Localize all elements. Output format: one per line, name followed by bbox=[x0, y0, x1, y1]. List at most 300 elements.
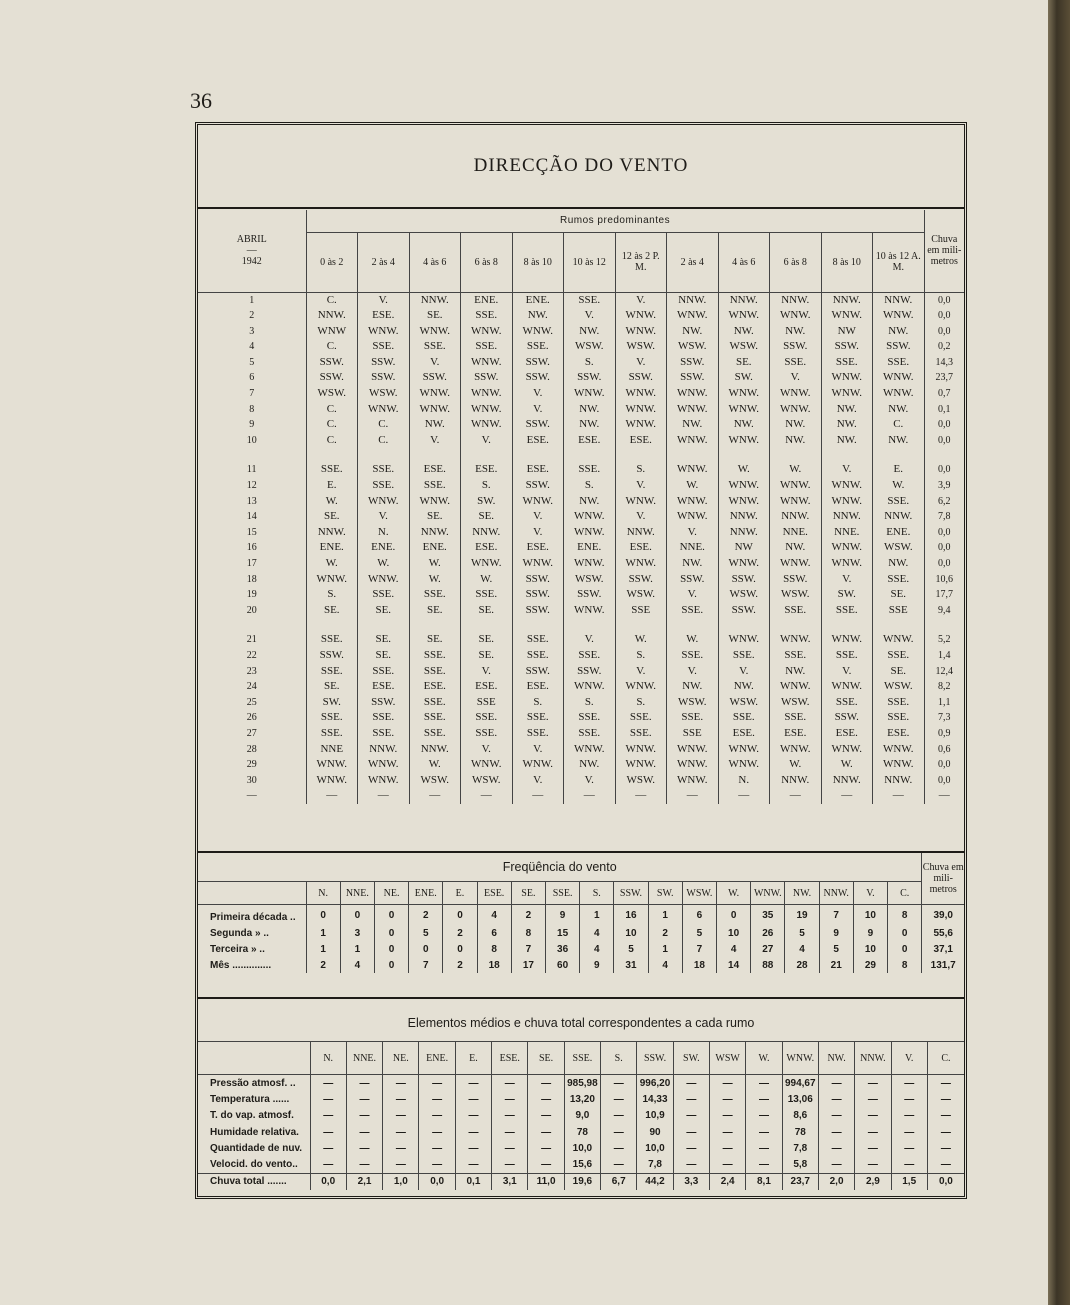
rain-cell: 1,1 bbox=[924, 695, 964, 711]
table-row bbox=[198, 941, 964, 957]
day-cell: 25 bbox=[246, 696, 257, 708]
direction-cell: WNW. bbox=[821, 308, 873, 324]
spacer-cell bbox=[873, 618, 925, 632]
direction-cell: WNW. bbox=[615, 324, 667, 340]
frequency-cell: 7 bbox=[819, 905, 853, 926]
direction-cell: SSE. bbox=[564, 710, 616, 726]
direction-cell: WNW. bbox=[667, 402, 719, 418]
hour-header: 10 às 12 bbox=[564, 232, 616, 292]
direction-cell: WNW. bbox=[564, 556, 616, 572]
direction-cell: ESE. bbox=[564, 433, 616, 449]
direction-cell: WSW. bbox=[615, 773, 667, 789]
hour-header: 12 às 2 P. M. bbox=[615, 232, 667, 292]
elements-cell: 78 bbox=[782, 1124, 818, 1140]
direction-cell: SSE. bbox=[512, 632, 564, 648]
direction-cell: WNW. bbox=[564, 386, 616, 402]
direction-cell: SE. bbox=[358, 603, 410, 619]
elements-cell: 0,0 bbox=[310, 1173, 346, 1190]
direction-cell: WSW. bbox=[306, 386, 358, 402]
elements-cell: 8,1 bbox=[746, 1173, 782, 1190]
direction-cell: SSW. bbox=[358, 695, 410, 711]
table-row bbox=[198, 308, 964, 324]
frequency-cell: 0 bbox=[443, 941, 477, 957]
direction-cell: W. bbox=[306, 494, 358, 510]
rain-cell: 3,9 bbox=[924, 478, 964, 494]
elements-cell: — bbox=[492, 1091, 528, 1107]
frequency-cell: 0 bbox=[888, 925, 922, 941]
rain-cell: 6,2 bbox=[924, 494, 964, 510]
elements-table bbox=[198, 1005, 964, 1190]
direction-cell: C. bbox=[306, 433, 358, 449]
direction-cell: SSE. bbox=[512, 710, 564, 726]
direction-cell: V. bbox=[615, 478, 667, 494]
day-cell: 2 bbox=[249, 310, 255, 322]
table-row bbox=[198, 355, 964, 371]
direction-cell: V. bbox=[821, 462, 873, 478]
elements-cell: — bbox=[855, 1075, 891, 1092]
direction-cell: W. bbox=[667, 478, 719, 494]
direction-cell: SSW. bbox=[512, 478, 564, 494]
elements-cell: — bbox=[709, 1124, 745, 1140]
frequency-cell: 6 bbox=[682, 905, 716, 926]
elements-cell: — bbox=[746, 1124, 782, 1140]
elements-cell: — bbox=[383, 1124, 419, 1140]
elements-cell: — bbox=[673, 1075, 709, 1092]
direction-cell: NW. bbox=[770, 433, 822, 449]
rain-cell: 131,7 bbox=[922, 957, 964, 973]
table-row bbox=[198, 370, 964, 386]
frequency-column-header: S. bbox=[580, 882, 614, 905]
direction-cell: NW. bbox=[873, 402, 925, 418]
direction-cell: WNW. bbox=[615, 742, 667, 758]
elements-cell: 2,1 bbox=[346, 1173, 382, 1190]
dash-cell: — bbox=[564, 788, 616, 804]
year-label: 1942 bbox=[241, 256, 262, 268]
elements-cell: — bbox=[346, 1124, 382, 1140]
direction-cell: SSE. bbox=[770, 355, 822, 371]
frequency-cell: 1 bbox=[580, 905, 614, 926]
direction-cell: ESE. bbox=[409, 462, 461, 478]
rain-cell: 37,1 bbox=[922, 941, 964, 957]
dash-cell: — bbox=[924, 788, 964, 804]
direction-cell: SSE. bbox=[615, 710, 667, 726]
direction-cell: WSW. bbox=[564, 339, 616, 355]
frequency-column-header: N. bbox=[306, 882, 340, 905]
frequency-cell: 7 bbox=[409, 957, 443, 973]
direction-cell: WNW. bbox=[564, 603, 616, 619]
elements-cell: — bbox=[818, 1140, 854, 1156]
direction-cell: WNW. bbox=[873, 386, 925, 402]
direction-cell: WNW. bbox=[770, 386, 822, 402]
row-label: Quantidade de nuv. bbox=[210, 1142, 303, 1154]
frequency-cell: 4 bbox=[477, 905, 511, 926]
table-row bbox=[198, 632, 964, 648]
elements-cell: — bbox=[673, 1124, 709, 1140]
direction-cell: WNW. bbox=[821, 556, 873, 572]
hour-header: 8 às 10 bbox=[512, 232, 564, 292]
frequency-column-header: E. bbox=[443, 882, 477, 905]
elements-cell: — bbox=[601, 1124, 637, 1140]
elements-cell: — bbox=[419, 1108, 455, 1124]
frequency-cell: 5 bbox=[614, 941, 648, 957]
table-row bbox=[198, 386, 964, 402]
direction-cell: V. bbox=[564, 632, 616, 648]
table-row bbox=[198, 478, 964, 494]
direction-cell: WNW. bbox=[615, 417, 667, 433]
direction-cell: NNW. bbox=[770, 773, 822, 789]
direction-cell: SSE. bbox=[873, 710, 925, 726]
direction-cell: WNW. bbox=[667, 494, 719, 510]
elements-cell: — bbox=[455, 1124, 491, 1140]
table-row bbox=[198, 1124, 964, 1140]
direction-cell: WNW. bbox=[358, 757, 410, 773]
elements-title: Elementos médios e chuva total correspondentes a cada rumo bbox=[198, 1005, 964, 1042]
rain-cell: 55,6 bbox=[922, 925, 964, 941]
direction-cell: NW. bbox=[873, 324, 925, 340]
direction-cell: SSE. bbox=[873, 648, 925, 664]
direction-cell: SSE. bbox=[564, 292, 616, 308]
table-row bbox=[198, 587, 964, 603]
direction-cell: SE. bbox=[409, 632, 461, 648]
frequency-column-header: WSW. bbox=[682, 882, 716, 905]
elements-cell: — bbox=[818, 1108, 854, 1124]
frequency-cell: 4 bbox=[785, 941, 819, 957]
frequency-cell: 9 bbox=[580, 957, 614, 973]
elements-cell: — bbox=[528, 1108, 564, 1124]
frequency-cell: 0 bbox=[409, 941, 443, 957]
table-row bbox=[198, 925, 964, 941]
direction-cell: SE. bbox=[358, 648, 410, 664]
direction-cell: V. bbox=[821, 664, 873, 680]
row-label: Velocid. do vento.. bbox=[210, 1159, 298, 1171]
elements-column-header: NNE. bbox=[346, 1042, 382, 1075]
elements-cell: 994,67 bbox=[782, 1075, 818, 1092]
spacer-cell bbox=[512, 618, 564, 632]
direction-cell: ESE. bbox=[461, 540, 513, 556]
direction-cell: SSW. bbox=[512, 603, 564, 619]
hour-header: 4 às 6 bbox=[409, 232, 461, 292]
direction-cell: V. bbox=[615, 509, 667, 525]
direction-cell: SSE. bbox=[615, 726, 667, 742]
direction-cell: V. bbox=[358, 292, 410, 308]
direction-cell: WNW. bbox=[512, 324, 564, 340]
day-cell: 7 bbox=[249, 388, 255, 400]
frequency-cell: 19 bbox=[785, 905, 819, 926]
direction-cell: SE. bbox=[306, 679, 358, 695]
frequency-cell: 0 bbox=[374, 941, 408, 957]
spacer-cell bbox=[409, 448, 461, 462]
direction-cell: WNW. bbox=[615, 308, 667, 324]
table-row bbox=[198, 339, 964, 355]
frequency-cell: 2 bbox=[511, 905, 545, 926]
direction-cell: SSE. bbox=[770, 648, 822, 664]
spacer-cell bbox=[718, 618, 770, 632]
direction-cell: NNW. bbox=[718, 509, 770, 525]
direction-cell: SE. bbox=[718, 355, 770, 371]
dash-cell: — bbox=[873, 788, 925, 804]
elements-cell: 9,0 bbox=[564, 1108, 600, 1124]
direction-cell: NW. bbox=[821, 402, 873, 418]
rain-cell: 0,7 bbox=[924, 386, 964, 402]
direction-cell: SSE. bbox=[461, 587, 513, 603]
direction-cell: NW. bbox=[564, 402, 616, 418]
frequency-column-header: SE. bbox=[511, 882, 545, 905]
day-cell: 5 bbox=[249, 356, 255, 368]
dash-cell: — bbox=[821, 788, 873, 804]
direction-cell: SW. bbox=[718, 370, 770, 386]
elements-cell: — bbox=[927, 1108, 964, 1124]
frequency-cell: 1 bbox=[340, 941, 374, 957]
elements-cell: — bbox=[891, 1091, 927, 1107]
direction-cell: NW. bbox=[770, 324, 822, 340]
frequency-cell: 4 bbox=[648, 957, 682, 973]
elements-column-header: ENE. bbox=[419, 1042, 455, 1075]
direction-cell: WSW. bbox=[667, 695, 719, 711]
month-header bbox=[198, 210, 306, 292]
direction-cell: WNW. bbox=[615, 679, 667, 695]
frequency-cell: 26 bbox=[751, 925, 785, 941]
direction-cell: SSW. bbox=[306, 648, 358, 664]
table-row bbox=[198, 417, 964, 433]
direction-cell: S. bbox=[615, 648, 667, 664]
direction-cell: N. bbox=[718, 773, 770, 789]
direction-cell: WNW. bbox=[512, 556, 564, 572]
elements-cell: 5,8 bbox=[782, 1156, 818, 1173]
day-cell: 17 bbox=[246, 558, 257, 569]
elements-column-header: ESE. bbox=[492, 1042, 528, 1075]
table-row bbox=[198, 402, 964, 418]
frequency-cell: 3 bbox=[340, 925, 374, 941]
elements-cell: 7,8 bbox=[637, 1156, 673, 1173]
direction-cell: V. bbox=[512, 525, 564, 541]
direction-cell: WSW. bbox=[770, 695, 822, 711]
frequency-cell: 27 bbox=[751, 941, 785, 957]
elements-cell: 2,0 bbox=[818, 1173, 854, 1190]
table-row bbox=[198, 773, 964, 789]
elements-cell: — bbox=[673, 1091, 709, 1107]
direction-cell: NW. bbox=[564, 494, 616, 510]
direction-cell: WNW. bbox=[358, 572, 410, 588]
direction-cell: SSE. bbox=[873, 355, 925, 371]
table-row bbox=[198, 572, 964, 588]
direction-cell: NW. bbox=[667, 324, 719, 340]
direction-cell: WNW. bbox=[667, 308, 719, 324]
direction-cell: SSE. bbox=[461, 726, 513, 742]
spacer-cell bbox=[770, 618, 822, 632]
direction-cell: NW. bbox=[667, 556, 719, 572]
direction-cell: SSE. bbox=[409, 726, 461, 742]
elements-cell: — bbox=[673, 1156, 709, 1173]
rain-cell: 0,0 bbox=[924, 540, 964, 556]
day-cell: 28 bbox=[246, 743, 257, 755]
spacer-row bbox=[198, 448, 964, 462]
direction-cell: E. bbox=[873, 462, 925, 478]
direction-cell: SSW. bbox=[564, 587, 616, 603]
direction-cell: SSE. bbox=[306, 726, 358, 742]
dash-cell: — bbox=[718, 788, 770, 804]
direction-cell: SE. bbox=[306, 509, 358, 525]
direction-cell: WNW. bbox=[512, 494, 564, 510]
row-label: Mês .............. bbox=[210, 959, 272, 971]
elements-cell: — bbox=[419, 1124, 455, 1140]
spacer-cell bbox=[358, 618, 410, 632]
direction-cell: WNW. bbox=[409, 386, 461, 402]
elements-cell: 7,8 bbox=[782, 1140, 818, 1156]
spacer-cell bbox=[306, 618, 358, 632]
direction-cell: N. bbox=[358, 525, 410, 541]
direction-cell: WSW. bbox=[615, 339, 667, 355]
direction-cell: NW. bbox=[564, 757, 616, 773]
row-label: Terceira » .. bbox=[210, 943, 265, 955]
frequency-column-header: ESE. bbox=[477, 882, 511, 905]
frequency-cell: 17 bbox=[511, 957, 545, 973]
direction-cell: S. bbox=[564, 695, 616, 711]
elements-cell: — bbox=[855, 1124, 891, 1140]
spacer-cell bbox=[198, 448, 306, 462]
elements-cell: — bbox=[310, 1075, 346, 1092]
direction-cell: SSE. bbox=[667, 648, 719, 664]
elements-cell: — bbox=[818, 1091, 854, 1107]
direction-cell: W. bbox=[615, 632, 667, 648]
direction-cell: SE. bbox=[461, 648, 513, 664]
table-row bbox=[198, 1173, 964, 1190]
elements-cell: — bbox=[310, 1124, 346, 1140]
direction-cell: W. bbox=[873, 478, 925, 494]
elements-cell: — bbox=[455, 1091, 491, 1107]
frequency-cell: 0 bbox=[717, 905, 751, 926]
table-row bbox=[198, 1075, 964, 1092]
direction-cell: SSW. bbox=[512, 572, 564, 588]
elements-cell: — bbox=[419, 1140, 455, 1156]
day-cell: 30 bbox=[246, 774, 257, 786]
spacer-cell bbox=[924, 448, 964, 462]
direction-cell: SSW. bbox=[564, 664, 616, 680]
elements-cell: — bbox=[855, 1091, 891, 1107]
frequency-column-header: C. bbox=[888, 882, 922, 905]
direction-cell: WNW. bbox=[667, 462, 719, 478]
rain-cell: 0,0 bbox=[924, 773, 964, 789]
direction-cell: WNW. bbox=[667, 742, 719, 758]
rain-header: Chuva em mili-metros bbox=[924, 210, 964, 292]
direction-cell: ESE. bbox=[615, 433, 667, 449]
elements-cell: — bbox=[673, 1108, 709, 1124]
elements-cell: — bbox=[855, 1108, 891, 1124]
direction-cell: NW. bbox=[873, 433, 925, 449]
direction-cell: NW. bbox=[718, 324, 770, 340]
elements-cell: — bbox=[891, 1140, 927, 1156]
direction-cell: NW. bbox=[873, 556, 925, 572]
direction-cell: WNW. bbox=[306, 572, 358, 588]
direction-cell: C. bbox=[873, 417, 925, 433]
frequency-column-header: W. bbox=[717, 882, 751, 905]
rain-cell: 0,9 bbox=[924, 726, 964, 742]
direction-cell: WNW. bbox=[770, 402, 822, 418]
frequency-cell: 1 bbox=[306, 941, 340, 957]
direction-cell: C. bbox=[358, 417, 410, 433]
direction-cell: ENE. bbox=[873, 525, 925, 541]
direction-cell: SSW. bbox=[512, 417, 564, 433]
direction-cell: SSE. bbox=[358, 587, 410, 603]
day-cell: 20 bbox=[246, 604, 257, 616]
elements-cell: — bbox=[492, 1156, 528, 1173]
book-spine bbox=[1048, 0, 1070, 1305]
row-label: Temperatura ...... bbox=[210, 1093, 290, 1105]
direction-cell: WNW. bbox=[564, 742, 616, 758]
elements-cell: — bbox=[455, 1075, 491, 1092]
direction-cell: WNW. bbox=[358, 494, 410, 510]
direction-cell: NW bbox=[718, 540, 770, 556]
direction-cell: W. bbox=[409, 556, 461, 572]
day-cell: 19 bbox=[246, 589, 257, 601]
table-row bbox=[198, 292, 964, 308]
direction-cell: C. bbox=[306, 339, 358, 355]
direction-cell: WNW. bbox=[667, 773, 719, 789]
month-label: ABRIL bbox=[236, 234, 267, 246]
elements-cell: — bbox=[891, 1156, 927, 1173]
direction-cell: NNW. bbox=[873, 292, 925, 308]
spacer-cell bbox=[461, 448, 513, 462]
frequency-column-header: SSE. bbox=[545, 882, 579, 905]
elements-cell: 15,6 bbox=[564, 1156, 600, 1173]
direction-cell: ESE. bbox=[512, 679, 564, 695]
rain-cell: 10,6 bbox=[924, 572, 964, 588]
direction-cell: NW. bbox=[667, 417, 719, 433]
direction-cell: WNW. bbox=[821, 540, 873, 556]
direction-cell: SSE bbox=[615, 603, 667, 619]
elements-cell: 13,20 bbox=[564, 1091, 600, 1107]
direction-cell: NW. bbox=[770, 664, 822, 680]
direction-cell: SSE. bbox=[306, 710, 358, 726]
direction-cell: SSE. bbox=[873, 695, 925, 711]
direction-cell: S. bbox=[564, 355, 616, 371]
elements-cell: — bbox=[383, 1140, 419, 1156]
row-label: Primeira década .. bbox=[210, 911, 296, 923]
elements-column-header: NE. bbox=[383, 1042, 419, 1075]
spacer-cell bbox=[924, 618, 964, 632]
direction-cell: SSE bbox=[667, 726, 719, 742]
table-row bbox=[198, 433, 964, 449]
direction-cell: WNW. bbox=[770, 742, 822, 758]
spacer-cell bbox=[358, 448, 410, 462]
direction-cell: ESE. bbox=[821, 726, 873, 742]
rain-cell: 14,3 bbox=[924, 355, 964, 371]
rain-cell: 23,7 bbox=[924, 370, 964, 386]
direction-cell: WNW. bbox=[306, 757, 358, 773]
direction-cell: NNW. bbox=[718, 292, 770, 308]
elements-column-header: SSE. bbox=[564, 1042, 600, 1075]
direction-cell: SW. bbox=[461, 494, 513, 510]
table-row bbox=[198, 742, 964, 758]
direction-cell: S. bbox=[615, 695, 667, 711]
direction-cell: V. bbox=[512, 742, 564, 758]
direction-cell: SSE. bbox=[667, 710, 719, 726]
direction-cell: WSW. bbox=[718, 587, 770, 603]
frequency-cell: 29 bbox=[853, 957, 887, 973]
elements-cell: — bbox=[383, 1108, 419, 1124]
elements-cell: — bbox=[346, 1156, 382, 1173]
frequency-cell: 0 bbox=[374, 925, 408, 941]
frequency-cell: 8 bbox=[888, 957, 922, 973]
direction-cell: ESE. bbox=[718, 726, 770, 742]
elements-cell: — bbox=[601, 1140, 637, 1156]
direction-cell: SSW. bbox=[306, 355, 358, 371]
direction-cell: ESE. bbox=[873, 726, 925, 742]
elements-cell: — bbox=[455, 1108, 491, 1124]
spacer-cell bbox=[718, 448, 770, 462]
day-cell: 15 bbox=[246, 526, 257, 538]
direction-cell: W. bbox=[718, 462, 770, 478]
direction-cell: V. bbox=[461, 664, 513, 680]
